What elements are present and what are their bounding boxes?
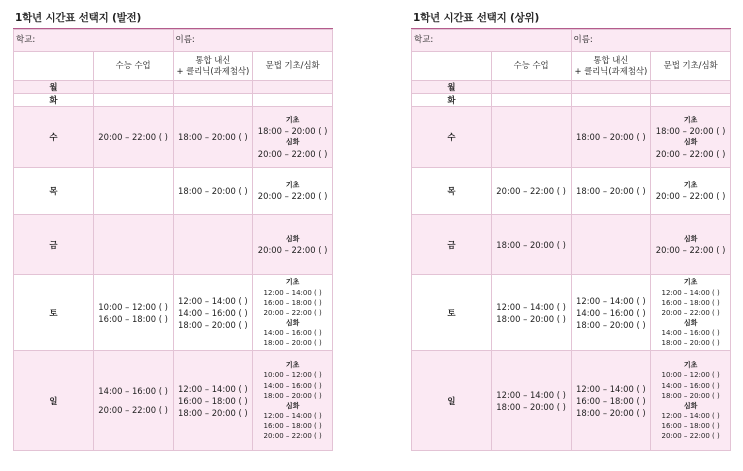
grammar-slot[interactable]: 12:00 – 14:00 ( ) bbox=[263, 412, 322, 421]
grammar-slot[interactable]: 20:00 – 22:00 ( ) bbox=[257, 148, 328, 159]
school-field[interactable]: 학교: bbox=[14, 30, 174, 52]
grammar-slot[interactable]: 16:00 – 18:00 ( ) bbox=[661, 422, 720, 431]
grammar-slot[interactable]: 10:00 – 12:00 ( ) bbox=[661, 371, 720, 380]
basic-label: 기초 bbox=[285, 116, 300, 125]
timetable bbox=[13, 29, 333, 451]
grammar-slot[interactable]: 20:00 – 22:00 ( ) bbox=[661, 432, 720, 441]
thu-suneung-slot[interactable]: 20:00 – 22:00 ( ) bbox=[491, 168, 571, 215]
cell[interactable] bbox=[173, 94, 253, 107]
header-integrated bbox=[173, 52, 253, 81]
header-integrated-line1: 통합 내신 bbox=[195, 54, 231, 65]
sat-integrated-cell bbox=[571, 275, 651, 351]
integrated-slot[interactable]: 12:00 – 14:00 ( ) bbox=[178, 295, 248, 306]
grammar-slot[interactable]: 16:00 – 18:00 ( ) bbox=[263, 422, 322, 431]
header-grammar: 문법 기초/심화 bbox=[651, 52, 731, 81]
grammar-slot[interactable]: 16:00 – 18:00 ( ) bbox=[263, 298, 322, 307]
suneung-slot[interactable]: 12:00 – 14:00 ( ) bbox=[496, 301, 566, 312]
suneung-slot[interactable]: 20:00 – 22:00 ( ) bbox=[98, 405, 168, 416]
integrated-slot[interactable]: 18:00 – 20:00 ( ) bbox=[576, 319, 646, 330]
grammar-slot[interactable]: 18:00 – 20:00 ( ) bbox=[263, 339, 322, 348]
cell[interactable] bbox=[491, 94, 571, 107]
grammar-slot[interactable]: 20:00 – 22:00 ( ) bbox=[257, 244, 328, 255]
header-integrated-line2: + 클리닉(과제첨삭) bbox=[574, 66, 648, 76]
integrated-slot[interactable]: 16:00 – 18:00 ( ) bbox=[576, 395, 646, 406]
basic-label: 기초 bbox=[683, 181, 698, 190]
sat-integrated-cell bbox=[173, 275, 253, 351]
grammar-slot[interactable]: 18:00 – 20:00 ( ) bbox=[263, 391, 322, 400]
day-thu: 목 bbox=[14, 168, 94, 215]
sheet-title: 1학년 시간표 선택지 (발전) bbox=[13, 9, 333, 29]
grammar-slot[interactable]: 16:00 – 18:00 ( ) bbox=[661, 298, 720, 307]
grammar-slot[interactable]: 18:00 – 20:00 ( ) bbox=[661, 339, 720, 348]
advanced-label: 심화 bbox=[683, 401, 698, 410]
fri-suneung-slot[interactable]: 18:00 – 20:00 ( ) bbox=[491, 215, 571, 275]
sun-suneung-cell bbox=[93, 351, 173, 451]
fri-integrated-slot[interactable] bbox=[173, 215, 253, 275]
sun-suneung-cell bbox=[491, 351, 571, 451]
timetable-sheet-advanced bbox=[13, 9, 333, 451]
integrated-slot[interactable]: 18:00 – 20:00 ( ) bbox=[576, 407, 646, 418]
day-sun: 일 bbox=[14, 351, 94, 451]
grammar-slot[interactable]: 18:00 – 20:00 ( ) bbox=[655, 126, 726, 137]
cell[interactable] bbox=[93, 94, 173, 107]
integrated-slot[interactable]: 14:00 – 16:00 ( ) bbox=[576, 307, 646, 318]
day-thu: 목 bbox=[412, 168, 492, 215]
integrated-slot[interactable]: 18:00 – 20:00 ( ) bbox=[178, 407, 248, 418]
school-field[interactable]: 학교: bbox=[412, 30, 572, 52]
integrated-slot[interactable]: 12:00 – 14:00 ( ) bbox=[178, 383, 248, 394]
sat-grammar-cell bbox=[651, 275, 731, 351]
grammar-slot[interactable]: 20:00 – 22:00 ( ) bbox=[655, 148, 726, 159]
header-grammar: 문법 기초/심화 bbox=[253, 52, 333, 81]
suneung-slot[interactable]: 14:00 – 16:00 ( ) bbox=[98, 386, 168, 397]
integrated-slot[interactable]: 12:00 – 14:00 ( ) bbox=[576, 383, 646, 394]
day-fri: 금 bbox=[14, 215, 94, 275]
grammar-slot[interactable]: 18:00 – 20:00 ( ) bbox=[257, 126, 328, 137]
header-integrated-line1: 통합 내신 bbox=[593, 54, 629, 65]
thu-grammar-cell bbox=[253, 168, 333, 215]
basic-label: 기초 bbox=[285, 278, 300, 287]
thu-suneung-slot[interactable] bbox=[93, 168, 173, 215]
header-suneung: 수능 수업 bbox=[93, 52, 173, 81]
advanced-label: 심화 bbox=[285, 401, 300, 410]
suneung-slot[interactable]: 10:00 – 12:00 ( ) bbox=[98, 301, 168, 312]
advanced-label: 심화 bbox=[285, 234, 300, 243]
basic-label: 기초 bbox=[683, 116, 698, 125]
day-sat: 토 bbox=[412, 275, 492, 351]
sun-grammar-cell bbox=[253, 351, 333, 451]
name-field[interactable]: 이름: bbox=[571, 30, 731, 52]
grammar-slot[interactable]: 14:00 – 16:00 ( ) bbox=[661, 329, 720, 338]
fri-grammar-cell bbox=[253, 215, 333, 275]
grammar-slot[interactable]: 14:00 – 16:00 ( ) bbox=[661, 381, 720, 390]
sat-suneung-cell bbox=[491, 275, 571, 351]
grammar-slot[interactable]: 20:00 – 22:00 ( ) bbox=[263, 432, 322, 441]
grammar-slot[interactable]: 20:00 – 22:00 ( ) bbox=[655, 191, 726, 202]
thu-grammar-cell bbox=[651, 168, 731, 215]
integrated-slot[interactable]: 14:00 – 16:00 ( ) bbox=[178, 307, 248, 318]
day-wed: 수 bbox=[412, 107, 492, 168]
wed-grammar-cell bbox=[253, 107, 333, 168]
advanced-label: 심화 bbox=[683, 234, 698, 243]
day-sat: 토 bbox=[14, 275, 94, 351]
timetable-sheet-top bbox=[411, 9, 731, 451]
sat-suneung-cell bbox=[93, 275, 173, 351]
day-sun: 일 bbox=[412, 351, 492, 451]
day-tue: 화 bbox=[412, 94, 492, 107]
advanced-label: 심화 bbox=[683, 138, 698, 147]
name-field[interactable]: 이름: bbox=[173, 30, 333, 52]
wed-suneung-slot[interactable]: 20:00 – 22:00 ( ) bbox=[93, 107, 173, 168]
day-tue: 화 bbox=[14, 94, 94, 107]
thu-integrated-slot[interactable]: 18:00 – 20:00 ( ) bbox=[571, 168, 651, 215]
spacer bbox=[94, 397, 173, 404]
cell[interactable] bbox=[651, 81, 731, 94]
sun-grammar-cell bbox=[651, 351, 731, 451]
advanced-label: 심화 bbox=[285, 318, 300, 327]
sun-integrated-cell bbox=[173, 351, 253, 451]
sun-integrated-cell bbox=[571, 351, 651, 451]
timetable bbox=[411, 29, 731, 451]
grammar-slot[interactable]: 20:00 – 22:00 ( ) bbox=[661, 308, 720, 317]
suneung-slot[interactable]: 18:00 – 20:00 ( ) bbox=[496, 401, 566, 412]
header-integrated bbox=[571, 52, 651, 81]
fri-grammar-cell bbox=[651, 215, 731, 275]
integrated-slot[interactable]: 16:00 – 18:00 ( ) bbox=[178, 395, 248, 406]
wed-grammar-cell bbox=[651, 107, 731, 168]
basic-label: 기초 bbox=[285, 361, 300, 370]
cell[interactable] bbox=[651, 94, 731, 107]
cell[interactable] bbox=[93, 81, 173, 94]
suneung-slot[interactable]: 12:00 – 14:00 ( ) bbox=[496, 389, 566, 400]
cell[interactable] bbox=[571, 94, 651, 107]
cell[interactable] bbox=[571, 81, 651, 94]
grammar-slot[interactable]: 14:00 – 16:00 ( ) bbox=[263, 381, 322, 390]
advanced-label: 심화 bbox=[285, 138, 300, 147]
grammar-slot[interactable]: 12:00 – 14:00 ( ) bbox=[263, 288, 322, 297]
day-wed: 수 bbox=[14, 107, 94, 168]
header-integrated-line2: + 클리닉(과제첨삭) bbox=[176, 66, 250, 76]
sat-grammar-cell bbox=[253, 275, 333, 351]
grammar-slot[interactable]: 18:00 – 20:00 ( ) bbox=[661, 391, 720, 400]
integrated-slot[interactable]: 18:00 – 20:00 ( ) bbox=[178, 319, 248, 330]
basic-label: 기초 bbox=[683, 278, 698, 287]
thu-integrated-slot[interactable]: 18:00 – 20:00 ( ) bbox=[173, 168, 253, 215]
cell[interactable] bbox=[253, 81, 333, 94]
grammar-slot[interactable]: 20:00 – 22:00 ( ) bbox=[257, 191, 328, 202]
cell[interactable] bbox=[491, 81, 571, 94]
fri-suneung-slot[interactable] bbox=[93, 215, 173, 275]
basic-label: 기초 bbox=[683, 361, 698, 370]
suneung-slot[interactable]: 18:00 – 20:00 ( ) bbox=[496, 313, 566, 324]
advanced-label: 심화 bbox=[683, 318, 698, 327]
cell[interactable] bbox=[173, 81, 253, 94]
wed-suneung-slot[interactable] bbox=[491, 107, 571, 168]
header-blank bbox=[14, 52, 94, 81]
grammar-slot[interactable]: 20:00 – 22:00 ( ) bbox=[263, 308, 322, 317]
suneung-slot[interactable]: 16:00 – 18:00 ( ) bbox=[98, 313, 168, 324]
basic-label: 기초 bbox=[285, 181, 300, 190]
integrated-slot[interactable]: 12:00 – 14:00 ( ) bbox=[576, 295, 646, 306]
grammar-slot[interactable]: 10:00 – 12:00 ( ) bbox=[263, 371, 322, 380]
sheet-title: 1학년 시간표 선택지 (상위) bbox=[411, 9, 731, 29]
wed-integrated-slot[interactable]: 18:00 – 20:00 ( ) bbox=[173, 107, 253, 168]
cell[interactable] bbox=[253, 94, 333, 107]
fri-integrated-slot[interactable] bbox=[571, 215, 651, 275]
day-fri: 금 bbox=[412, 215, 492, 275]
header-suneung: 수능 수업 bbox=[491, 52, 571, 81]
wed-integrated-slot[interactable]: 18:00 – 20:00 ( ) bbox=[571, 107, 651, 168]
grammar-slot[interactable]: 12:00 – 14:00 ( ) bbox=[661, 412, 720, 421]
day-mon: 월 bbox=[412, 81, 492, 94]
grammar-slot[interactable]: 20:00 – 22:00 ( ) bbox=[655, 244, 726, 255]
grammar-slot[interactable]: 14:00 – 16:00 ( ) bbox=[263, 329, 322, 338]
header-blank bbox=[412, 52, 492, 81]
grammar-slot[interactable]: 12:00 – 14:00 ( ) bbox=[661, 288, 720, 297]
day-mon: 월 bbox=[14, 81, 94, 94]
